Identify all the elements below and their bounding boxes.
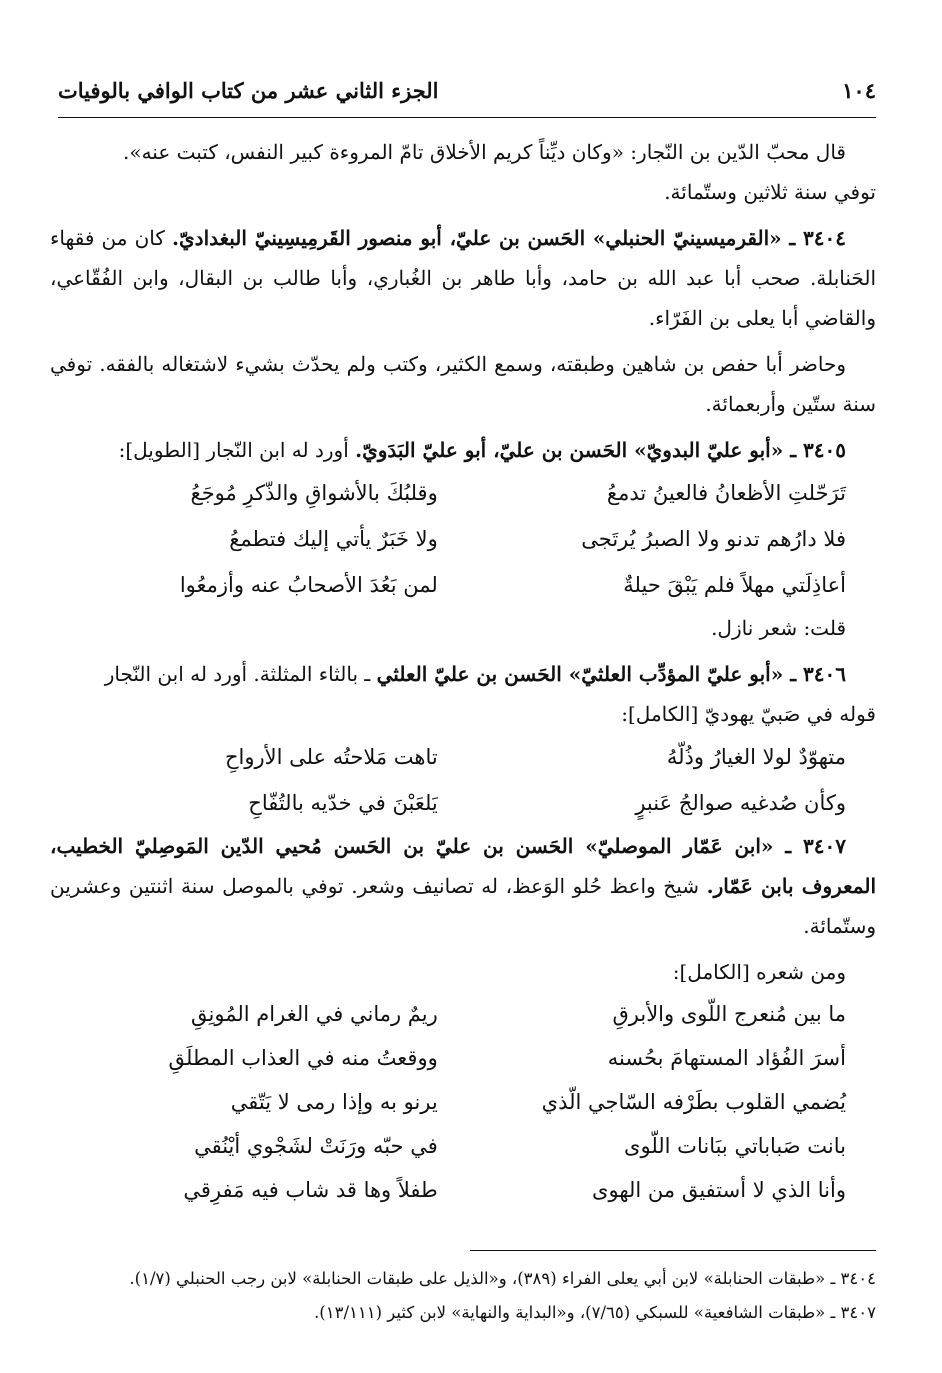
entry-3405-text: أورد له ابن النّجار [الطويل]: <box>118 438 349 462</box>
entry-3405-head: ٣٤٠٥ ـ «أبو عليّ البدويّ» الحَسن بن عليّ، أبو عليّ البَدَويّ. <box>355 438 846 462</box>
entry-3404-text: كان من فقهاء الحَنابلة. صحب أبا عبد الله بن حامد، وأبا طاهر بن الغُباري، وأبا طالب بن البقال، وابن الفُقّاعي، والقاضي أبا يعلى بن الفَرّاء. <box>50 226 876 330</box>
poem-3405 <box>50 470 876 608</box>
verse <box>50 1124 876 1168</box>
entry-3406-text: ـ بالثاء المثلثة. أورد له ابن النّجار <box>104 662 371 686</box>
hemistich-first: فلا دارُهم تدنو ولا الصبرُ يُرتَجى <box>581 527 846 551</box>
entry-3404-text2: وحاضر أبا حفص بن شاهين وطبقته، وسمع الكثير، وكتب ولم يحدّث بشيء لاشتغاله بالفقه. توفي سنة ستّين وأربعمائة. <box>50 352 876 416</box>
entry-3407-head: ٣٤٠٧ ـ «ابن عَمّار الموصليّ» الحَسن بن عليّ بن الحَسن مُحيي الدّين المَوصِليّ الخطيب، المعروف بابن عَمّار. <box>50 834 877 898</box>
main-text <box>50 132 876 1212</box>
hemistich-first: وكأن صُدغيه صوالجُ عَنبرٍ <box>635 791 846 815</box>
entry-3404-head: ٣٤٠٤ ـ «القرميسينيّ الحنبلي» الحَسن بن عليّ، أبو منصور القَرمِيسِينيّ البغداديّ. <box>172 226 846 250</box>
verse <box>50 1036 876 1080</box>
hemistich-second: يرنو به وإذا رمى لا يَتّقي <box>230 1090 438 1114</box>
footnote: ٣٤٠٧ ـ «طبقات الشافعية» للسبكي (٧/٦٥)، و«البداية والنهاية» لابن كثير (١٣/١١١). <box>314 1303 876 1322</box>
poem-3406 <box>50 734 876 826</box>
entry-3404 <box>50 218 876 338</box>
verse <box>50 1168 876 1212</box>
verse <box>50 734 876 780</box>
running-title: الجزء الثاني عشر من كتاب الوافي بالوفيات <box>58 77 439 103</box>
hemistich-first: بانت صَباباتي ببَانات اللّوى <box>624 1134 846 1158</box>
verse <box>50 992 876 1036</box>
hemistich-second: تاهت مَلاحتُه على الأرواحِ <box>224 745 438 769</box>
hemistich-second: ريمٌ رماني في الغرام المُونِقِ <box>191 1002 438 1026</box>
footnotes <box>50 1262 876 1330</box>
entry-3407-text: شيخ واعظ حُلو الوَعظ، له تصانيف وشعر. توفي بالموصل سنة اثنتين وعشرين وستّمائة. <box>50 874 876 938</box>
page-number: ١٠٤ <box>842 77 876 103</box>
verse <box>50 780 876 826</box>
hemistich-second: ولا خَبَرٌ يأتي إليك فتطمعُ <box>229 527 438 551</box>
verse <box>50 562 876 608</box>
hemistich-first: أسرَ الفُؤاد المستهامَ بحُسنه <box>607 1046 846 1070</box>
entry-3405-note: قلت: شعر نازل. <box>711 616 846 640</box>
hemistich-second: لمن بَعُدَ الأصحابُ عنه وأزمعُوا <box>179 573 438 597</box>
verse <box>50 1080 876 1124</box>
entry-3406 <box>50 654 876 694</box>
hemistich-second: يَلعَبْنَ في خدّيه بالتُفّاحِ <box>248 791 438 815</box>
entry-3407-intro: ومن شعره [الكامل]: <box>672 960 846 984</box>
entry-3406-text2: قوله في صَبيّ يهوديّ [الكامل]: <box>621 702 876 726</box>
hemistich-second: طفلاً وها قد شاب فيه مَفرِقي <box>183 1178 438 1202</box>
intro-quote: قال محبّ الدّين بن النّجار: «وكان ديِّناً كريم الأخلاق تامّ المروءة كبير النفس، كتبت عنه». <box>122 140 846 164</box>
verse <box>50 470 876 516</box>
page-header <box>58 70 876 110</box>
hemistich-first: ما بين مُنعرج اللّوى والأبرقِ <box>612 1002 846 1026</box>
intro-death: توفي سنة ثلاثين وستّمائة. <box>664 180 876 204</box>
entry-3405 <box>50 430 876 470</box>
hemistich-first: يُضمي القلوب بطَرْفه السّاجي الّذي <box>541 1090 846 1114</box>
hemistich-second: في حبّه ورَنَتْ لشَجْوي أيْنُقي <box>194 1134 438 1158</box>
hemistich-second: وقلبُكَ بالأشواقِ والذّكرِ مُوجَعُ <box>190 481 438 505</box>
hemistich-first: وأنا الذي لا أستفيق من الهوى <box>592 1178 846 1202</box>
header-rule <box>58 117 876 118</box>
hemistich-first: أعاذِلَتي مهلاً فلم يَبْقَ حيلةٌ <box>623 573 846 597</box>
entry-3407 <box>50 826 876 946</box>
hemistich-second: ووقعتُ منه في العذاب المطلَقِ <box>168 1046 438 1070</box>
poem-3407 <box>50 992 876 1212</box>
verse <box>50 516 876 562</box>
hemistich-first: تَرَحّلتِ الأظعانُ فالعينُ تدمعُ <box>606 481 846 505</box>
footnote: ٣٤٠٤ ـ «طبقات الحنابلة» لابن أبي يعلى الفراء (٣٨٩)، و«الذيل على طبقات الحنابلة» لابن رجب الحنبلي (١/٧). <box>129 1269 876 1288</box>
entry-3406-head: ٣٤٠٦ ـ «أبو عليّ المؤدِّب العلثيّ» الحَسن بن عليّ العلثي <box>376 662 846 686</box>
footnote-rule <box>470 1250 876 1251</box>
hemistich-first: متهوّدٌ لولا الغيارُ وذُلّهُ <box>666 745 846 769</box>
